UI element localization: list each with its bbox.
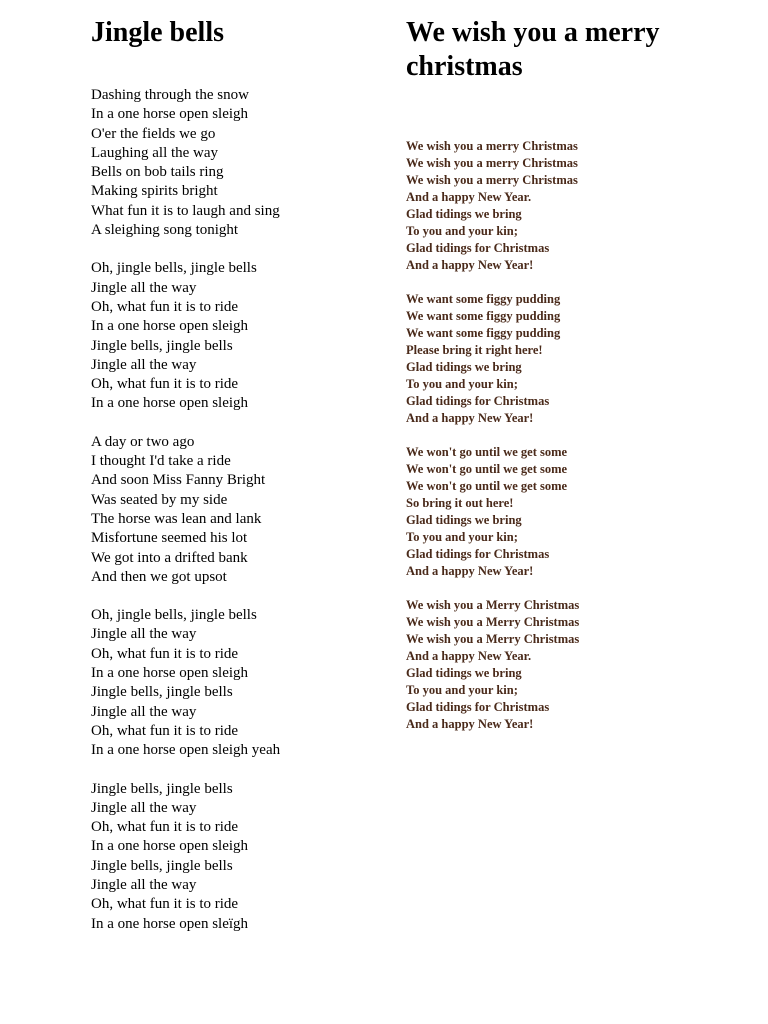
we-wish-stanza-2 [406, 291, 746, 427]
lyric-line: Was seated by my side [91, 491, 228, 508]
lyric-line: Making spirits bright [91, 183, 218, 200]
lyric-line: Jingle all the way [91, 876, 197, 893]
jingle-bells-stanza-3 [91, 433, 381, 587]
lyric-line: In a one horse open sleigh yeah [91, 742, 281, 759]
lyric-line: Glad tidings we bring [406, 666, 522, 680]
lyric-line: To you and your kin; [406, 224, 518, 238]
we-wish-title: We wish you a merry christmas [406, 17, 660, 82]
jingle-bells-stanza-2 [91, 259, 381, 413]
jingle-bells-title: Jingle bells [91, 17, 225, 48]
lyric-line: Oh, what fun it is to ride [91, 722, 239, 739]
jingle-bells-stanza-4 [91, 606, 381, 760]
lyric-line: We wish you a Merry Christmas [406, 615, 580, 629]
lyric-line: And a happy New Year! [406, 411, 534, 425]
lyric-line: Jingle all the way [91, 703, 197, 720]
lyric-line: We wish you a merry Christmas [406, 139, 578, 153]
lyric-line: Oh, what fun it is to ride [91, 819, 239, 836]
lyric-line: To you and your kin; [406, 683, 518, 697]
lyric-line: And a happy New Year! [406, 258, 534, 272]
lyric-line: We won't go until we get some [406, 445, 568, 459]
lyric-line: In a one horse open sleigh [91, 318, 249, 335]
lyric-line: We won't go until we get some [406, 479, 568, 493]
we-wish-stanza-4 [406, 597, 746, 733]
lyric-line: And soon Miss Fanny Bright [91, 472, 266, 489]
lyric-line: Oh, what fun it is to ride [91, 376, 239, 393]
lyric-line: Dashing through the snow [91, 87, 249, 103]
lyric-line: To you and your kin; [406, 377, 518, 391]
we-wish-stanza-1 [406, 138, 746, 274]
we-wish-lyrics [406, 138, 746, 733]
lyric-line: We want some figgy pudding [406, 326, 561, 340]
lyric-line: Jingle bells, jingle bells [91, 780, 233, 797]
lyric-line: Jingle all the way [91, 799, 197, 816]
lyric-line: We wish you a merry Christmas [406, 173, 578, 187]
lyric-line: Jingle all the way [91, 356, 197, 373]
lyric-line: We wish you a Merry Christmas [406, 598, 580, 612]
lyric-line: Jingle bells, jingle bells [91, 337, 233, 354]
lyric-line: Glad tidings we bring [406, 360, 522, 374]
lyric-line: We got into a drifted bank [91, 549, 248, 566]
lyric-line: And a happy New Year! [406, 564, 534, 578]
jingle-bells-stanza-1 [91, 86, 381, 240]
lyric-line: Oh, what fun it is to ride [91, 298, 239, 315]
lyric-line: We won't go until we get some [406, 462, 568, 476]
lyric-line: Oh, what fun it is to ride [91, 896, 239, 913]
lyric-line: In a one horse open sleigh [91, 106, 249, 123]
lyric-line: In a one horse open sleigh [91, 395, 249, 412]
lyric-line: Jingle all the way [91, 279, 197, 296]
lyric-line: Glad tidings for Christmas [406, 241, 550, 255]
lyric-line: Glad tidings for Christmas [406, 547, 550, 561]
lyric-line: Glad tidings we bring [406, 207, 522, 221]
we-wish-stanza-3 [406, 444, 746, 580]
lyric-line: And a happy New Year! [406, 717, 534, 731]
lyric-line: I thought I'd take a ride [91, 453, 231, 470]
lyric-line: Bells on bob tails ring [91, 164, 224, 181]
lyric-line: In a one horse open sleigh [91, 665, 249, 682]
lyric-line: We want some figgy pudding [406, 292, 561, 306]
lyric-line: Please bring it right here! [406, 343, 543, 357]
lyric-line: We wish you a merry Christmas [406, 156, 578, 170]
lyric-line: To you and your kin; [406, 530, 518, 544]
lyric-line: In a one horse open sleïgh [91, 915, 249, 932]
lyric-line: And a happy New Year. [406, 649, 532, 663]
lyric-line: Misfortune seemed his lot [91, 530, 248, 547]
lyric-line: Jingle all the way [91, 626, 197, 643]
lyric-line: Jingle bells, jingle bells [91, 684, 233, 701]
jingle-bells-column [91, 16, 381, 953]
lyric-line: And then we got upsot [91, 568, 227, 585]
lyric-line: In a one horse open sleigh [91, 838, 249, 855]
lyric-line: Laughing all the way [91, 144, 219, 161]
lyric-line: Oh, what fun it is to ride [91, 645, 239, 662]
lyric-line: Glad tidings for Christmas [406, 394, 550, 408]
lyric-line: So bring it out here! [406, 496, 514, 510]
lyric-line: Oh, jingle bells, jingle bells [91, 607, 257, 624]
lyric-line: O'er the fields we go [91, 125, 216, 142]
lyric-line: We want some figgy pudding [406, 309, 561, 323]
lyric-line: What fun it is to laugh and sing [91, 202, 280, 219]
jingle-bells-lyrics [91, 86, 381, 934]
lyric-line: Oh, jingle bells, jingle bells [91, 260, 257, 277]
lyric-line: A day or two ago [91, 433, 195, 450]
lyric-line: We wish you a Merry Christmas [406, 632, 580, 646]
lyric-line: A sleighing song tonight [91, 222, 239, 239]
we-wish-column [406, 16, 746, 750]
lyric-line: And a happy New Year. [406, 190, 532, 204]
lyric-line: Glad tidings we bring [406, 513, 522, 527]
lyric-line: Glad tidings for Christmas [406, 700, 550, 714]
jingle-bells-stanza-5 [91, 780, 381, 934]
lyric-line: The horse was lean and lank [91, 510, 262, 527]
lyric-line: Jingle bells, jingle bells [91, 857, 233, 874]
